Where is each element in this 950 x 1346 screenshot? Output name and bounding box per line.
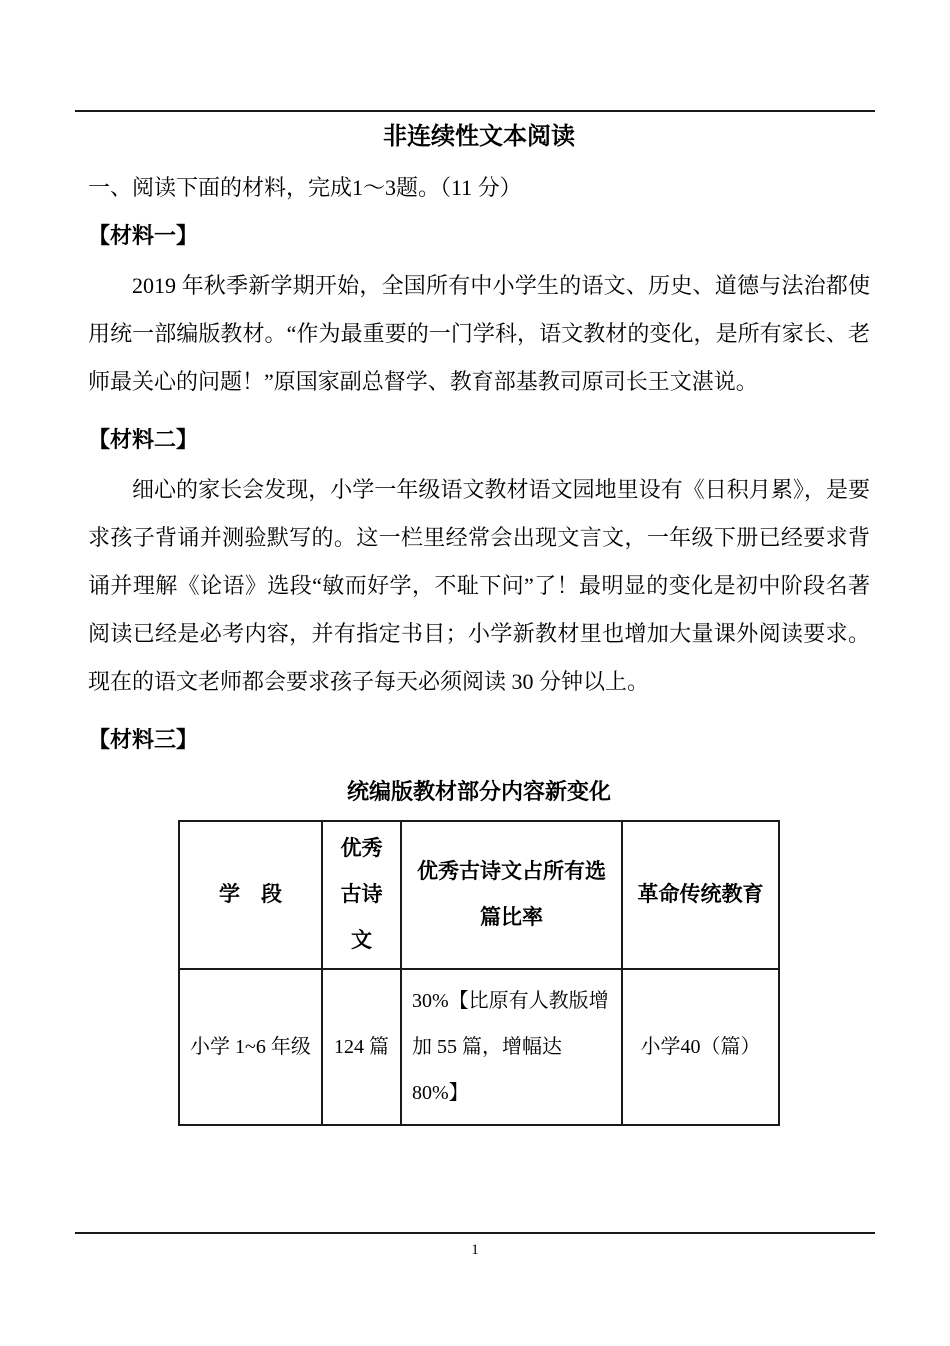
table-header-row <box>179 821 779 969</box>
table-cell-ratio: 30%【比原有人教版增加 55 篇，增幅达 80%】 <box>401 969 622 1125</box>
table-header-stage: 学 段 <box>179 821 322 969</box>
table-title: 统编版教材部分内容新变化 <box>346 779 611 804</box>
table-header-revolutionary-education: 革命传统教育 <box>622 821 779 969</box>
footer-rule <box>75 1232 875 1234</box>
section-heading: 一、阅读下面的材料，完成1～3题。（11 分） <box>88 175 522 200</box>
page-number: 1 <box>471 1242 479 1258</box>
document-content <box>88 112 870 1126</box>
table-cell-revolutionary-count: 小学40（篇） <box>622 969 779 1125</box>
content-table <box>178 820 780 1126</box>
document-title: 非连续性文本阅读 <box>383 123 575 150</box>
table-cell-poem-count: 124 篇 <box>322 969 401 1125</box>
material-1-label: 【材料一】 <box>88 223 199 248</box>
table-row <box>179 969 779 1125</box>
table-header-ancient-poetry: 优秀古诗文 <box>322 821 401 969</box>
material-2-paragraph: 细心的家长会发现，小学一年级语文教材语文园地里设有《日积月累》，是要求孩子背诵并测验默写的。这一栏里经常会出现文言文，一年级下册已经要求背诵并理解《论语》选段“敏而好学，不耻下问”了！最明显的变化是初中阶段名著阅读已经是必考内容，并有指定书目；小学新教材里也增加大量课外阅读要求。现在的语文老师都会要求孩子每天必须阅读 30 分钟以上。 <box>88 477 870 694</box>
material-1-paragraph: 2019 年秋季新学期开始，全国所有中小学生的语文、历史、道德与法治都使用统一部编版教材。“作为最重要的一门学科，语文教材的变化，是所有家长、老师最关心的问题！”原国家副总督学、教育部基教司原司长王文湛说。 <box>88 273 870 394</box>
material-3-label: 【材料三】 <box>88 727 199 752</box>
table-header-poetry-ratio: 优秀古诗文占所有选篇比率 <box>401 821 622 969</box>
material-2-label: 【材料二】 <box>88 427 199 452</box>
table-cell-stage: 小学 1~6 年级 <box>179 969 322 1125</box>
